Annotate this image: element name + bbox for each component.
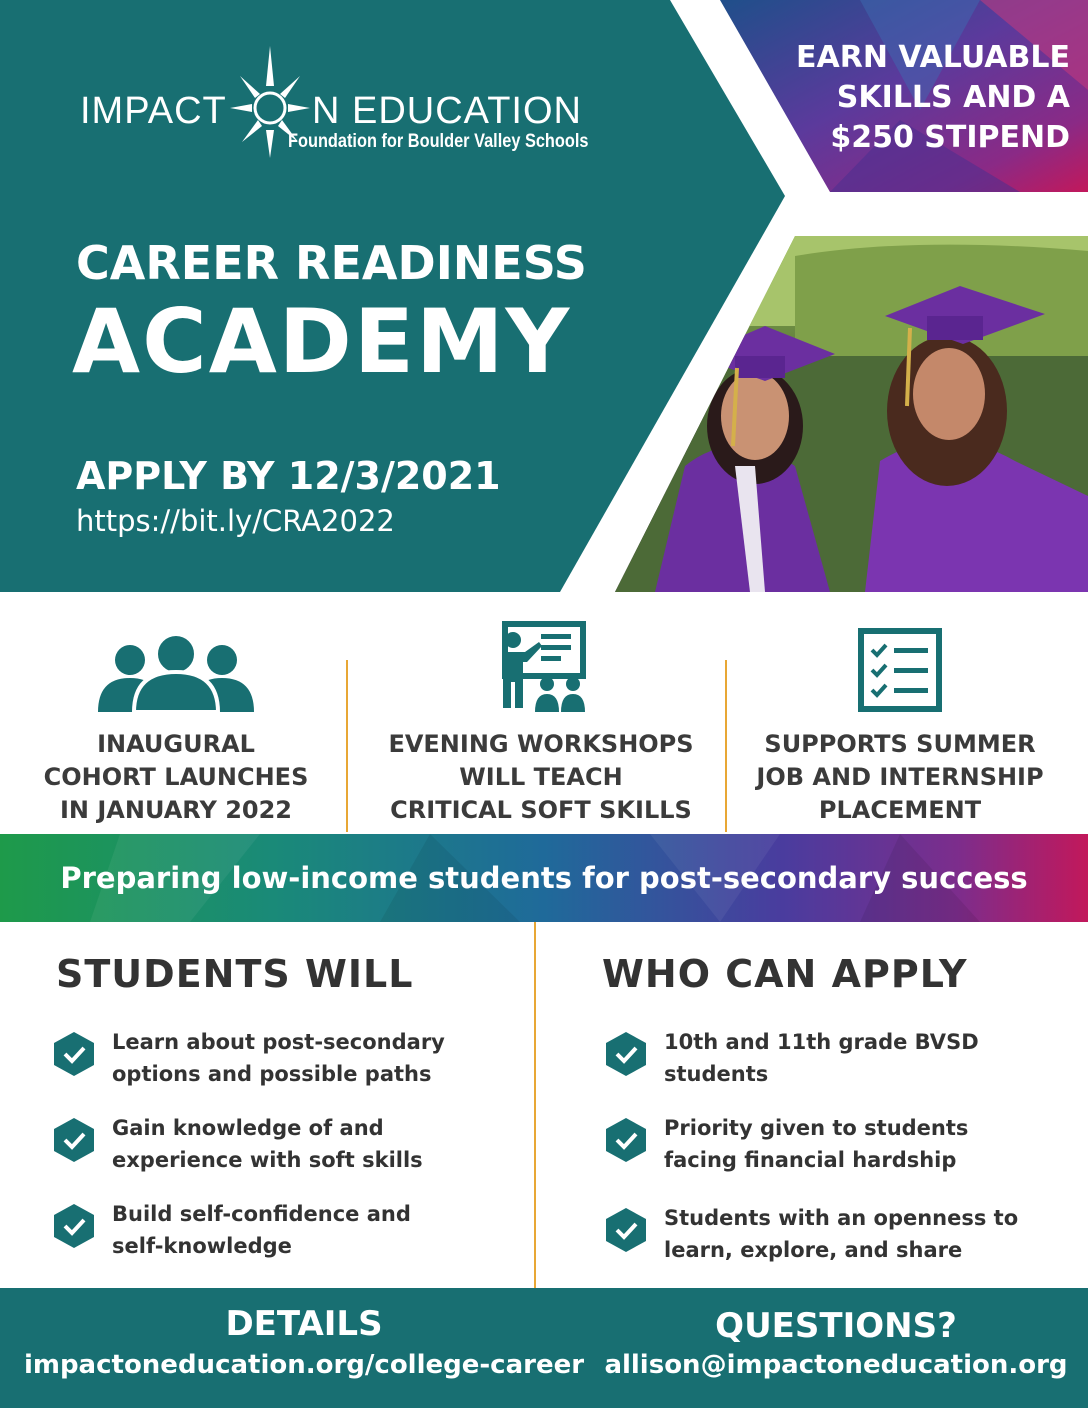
list-item-line: Learn about post-secondary — [112, 1030, 445, 1054]
logo-word-education: N EDUCATION — [312, 90, 582, 132]
group-people-icon — [98, 632, 254, 712]
feature-text — [6, 728, 346, 827]
presentation-teacher-icon — [495, 620, 587, 712]
check-hexagon-icon — [54, 1032, 94, 1076]
feature-divider — [346, 660, 348, 832]
list-item-line: Build self-confidence and — [112, 1202, 411, 1226]
students-will-heading: STUDENTS WILL — [56, 952, 414, 996]
banner-tagline: Preparing low-income students for post-secondary success — [60, 861, 1028, 895]
details-link[interactable]: impactoneducation.org/college-career — [23, 1350, 585, 1380]
graduates-photo — [615, 236, 1088, 592]
list-item-line: Priority given to students — [664, 1116, 969, 1140]
title-career-readiness: CAREER READINESS — [76, 236, 587, 290]
list-item-line: students — [664, 1062, 769, 1086]
list-item-line: experience with soft skills — [112, 1148, 423, 1172]
questions-heading: QUESTIONS? — [715, 1306, 957, 1346]
feature-divider — [725, 660, 727, 832]
feature-line: INAUGURAL — [97, 730, 255, 758]
check-hexagon-icon — [54, 1204, 94, 1248]
details-heading: DETAILS — [225, 1304, 383, 1344]
list-item-line: facing financial hardship — [664, 1148, 957, 1172]
feature-line: IN JANUARY 2022 — [60, 796, 292, 824]
feature-line: JOB AND INTERNSHIP — [756, 763, 1044, 791]
apply-url[interactable]: https://bit.ly/CRA2022 — [76, 504, 395, 538]
stipend-callout — [770, 38, 1070, 158]
apply-by-date: APPLY BY 12/3/2021 — [76, 454, 501, 498]
logo-word-impact: IMPACT — [80, 90, 227, 132]
feature-cohort — [6, 612, 346, 827]
feature-line: PLACEMENT — [818, 796, 982, 824]
stipend-line: $250 STIPEND — [830, 120, 1070, 155]
feature-line: SUPPORTS SUMMER — [764, 730, 1036, 758]
check-hexagon-icon — [606, 1118, 646, 1162]
list-item-line: options and possible paths — [112, 1062, 432, 1086]
check-hexagon-icon — [54, 1118, 94, 1162]
feature-line: CRITICAL SOFT SKILLS — [390, 796, 692, 824]
list-item-line: self-knowledge — [112, 1234, 292, 1258]
list-item-line: Gain knowledge of and — [112, 1116, 384, 1140]
stipend-line: SKILLS AND A — [836, 80, 1070, 115]
stipend-line: EARN VALUABLE — [796, 40, 1070, 75]
list-item-line: 10th and 11th grade BVSD — [664, 1030, 979, 1054]
feature-line: WILL TEACH — [459, 763, 623, 791]
title-academy: ACADEMY — [72, 290, 572, 393]
feature-line: COHORT LAUNCHES — [43, 763, 309, 791]
feature-workshops — [371, 612, 711, 827]
checklist-icon — [858, 628, 942, 712]
logo-subtitle: Foundation for Boulder Valley Schools — [288, 131, 589, 152]
list-item-line: Students with an openness to — [664, 1206, 1019, 1230]
check-hexagon-icon — [606, 1208, 646, 1252]
list-divider — [534, 922, 536, 1288]
check-hexagon-icon — [606, 1032, 646, 1076]
feature-text — [371, 728, 711, 827]
feature-text — [730, 728, 1070, 827]
feature-placement — [730, 612, 1070, 827]
who-can-apply-heading: WHO CAN APPLY — [602, 952, 968, 996]
feature-line: EVENING WORKSHOPS — [388, 730, 694, 758]
questions-email[interactable]: allison@impactoneducation.org — [604, 1350, 1068, 1380]
list-item-line: learn, explore, and share — [664, 1238, 963, 1262]
